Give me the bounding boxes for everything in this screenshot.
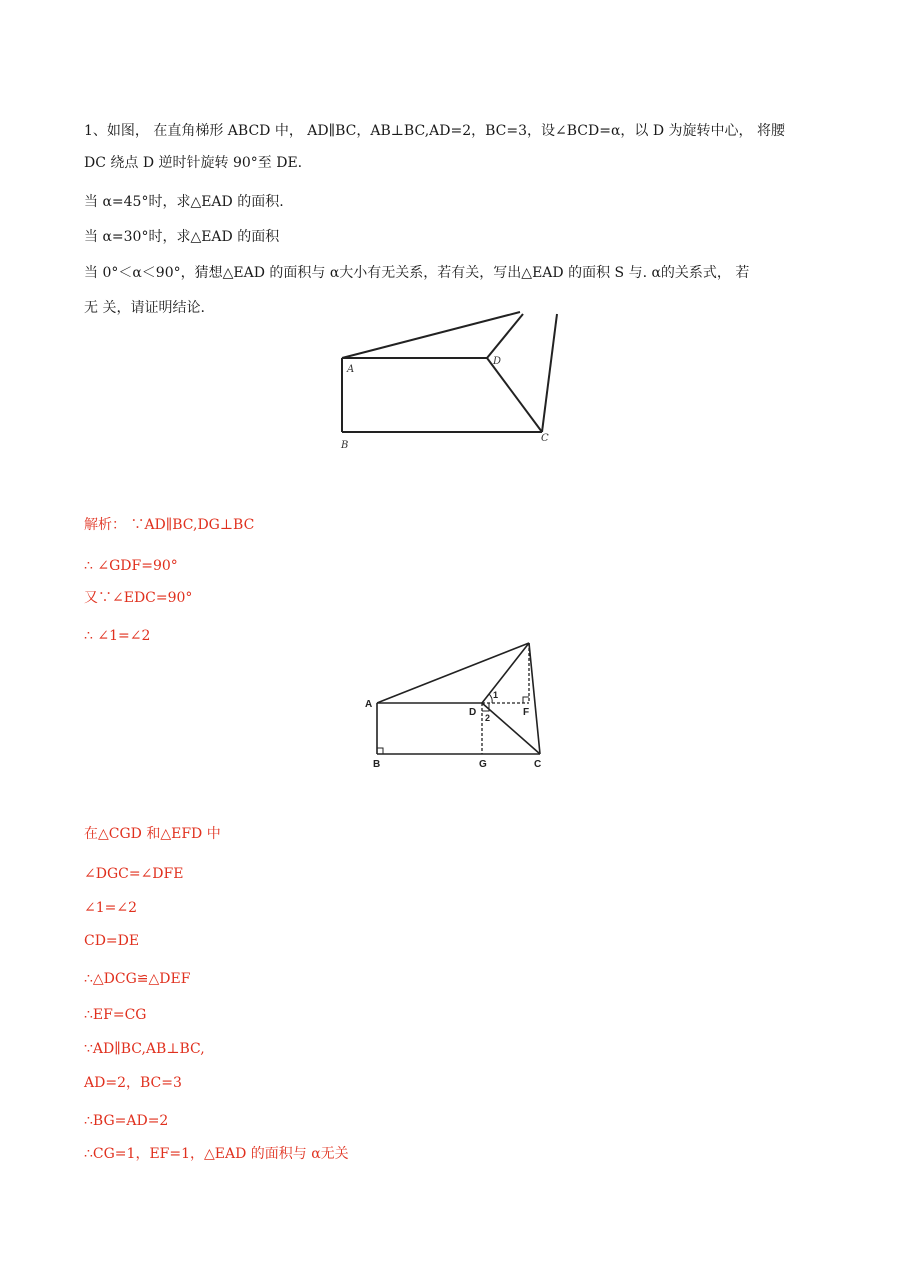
solution-line-5: 在△CGD 和△EFD 中: [84, 826, 221, 842]
solution-line-1: 解析： ∵AD∥BC,DG⊥BC: [84, 517, 255, 533]
question-3-line-2: 无 关，请证明结论.: [84, 300, 205, 316]
problem-line-1: 1、如图， 在直角梯形 ABCD 中， AD∥BC，AB⊥BC,AD=2，BC=3，设∠BCD=α，以 D 为旋转中心， 将腰: [84, 123, 785, 139]
fig2-angle-1: 1: [493, 690, 499, 700]
solution-line-12: AD=2，BC=3: [84, 1075, 182, 1091]
solution-line-13: ∴BG=AD=2: [84, 1113, 169, 1129]
solution-line-14: ∴CG=1，EF=1，△EAD 的面积与 α无关: [84, 1146, 349, 1162]
fig1-label-b: B: [341, 440, 349, 451]
fig1-label-a: A: [347, 364, 355, 375]
fig2-label-c: C: [534, 759, 542, 770]
problem-line-2: DC 绕点 D 逆时针旋转 90°至 DE.: [84, 155, 303, 171]
solution-line-6: ∠DGC=∠DFE: [84, 866, 184, 882]
question-2: 当 α=30°时，求△EAD 的面积: [84, 229, 280, 245]
fig2-label-d: D: [469, 707, 477, 718]
solution-line-8: CD=DE: [84, 933, 140, 949]
solution-line-3: 又∵∠EDC=90°: [84, 590, 193, 606]
figure-1-trapezoid: [335, 308, 565, 458]
fig2-label-g: G: [479, 759, 487, 770]
solution-line-9: ∴△DCG≌△DEF: [84, 971, 191, 987]
solution-line-2: ∴ ∠GDF=90°: [84, 558, 178, 574]
solution-line-11: ∵AD∥BC,AB⊥BC,: [84, 1041, 205, 1057]
fig2-angle-2: 2: [485, 713, 491, 723]
question-1: 当 α=45°时，求△EAD 的面积.: [84, 194, 284, 210]
fig2-label-f: F: [523, 707, 530, 718]
fig1-label-d: D: [493, 356, 502, 367]
solution-line-4: ∴ ∠1=∠2: [84, 628, 151, 644]
fig1-label-c: C: [541, 433, 549, 444]
fig2-label-b: B: [373, 759, 381, 770]
figure-2-construction: [362, 636, 562, 776]
fig2-label-a: A: [365, 699, 373, 710]
question-3-line-1: 当 0°＜α＜90°，猜想△EAD 的面积与 α大小有无关系，若有关，写出△EAD 的面积 S 与. α的关系式， 若: [84, 265, 750, 281]
solution-line-7: ∠1=∠2: [84, 900, 138, 916]
solution-line-10: ∴EF=CG: [84, 1007, 147, 1023]
